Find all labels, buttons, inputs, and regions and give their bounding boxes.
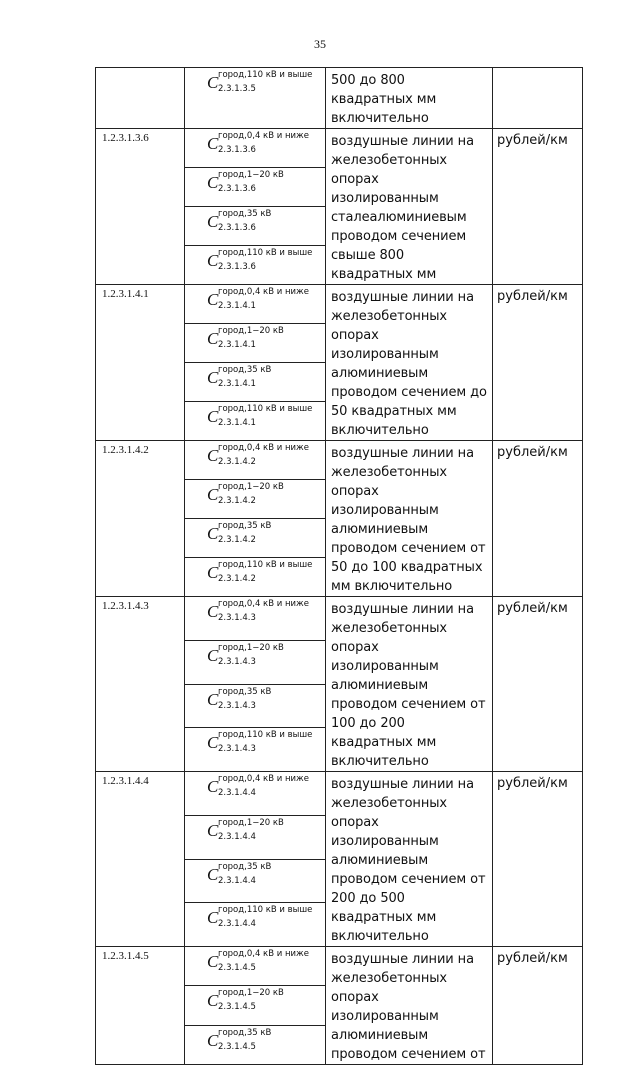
symbol-superscript: город,35 кВ <box>218 861 272 872</box>
symbol-superscript: город,110 кВ и выше <box>218 248 313 258</box>
table-row <box>96 772 583 816</box>
symbol-letter: C <box>207 602 219 621</box>
symbol-subscript: 2.3.1.3.5 <box>218 84 256 94</box>
description-cell: 500 до 800 квадратных мм включительно <box>326 68 493 129</box>
symbol-letter: C <box>207 524 219 543</box>
symbol-superscript: город,1−20 кВ <box>218 817 284 828</box>
rate-symbol <box>207 248 313 274</box>
symbol-letter: C <box>207 446 219 465</box>
table-row <box>96 597 583 641</box>
code-cell: 1.2.3.1.4.3 <box>96 597 185 772</box>
symbol-superscript: город,0,4 кВ и ниже <box>218 949 309 959</box>
symbol-superscript: город,0,4 кВ и ниже <box>218 774 309 784</box>
symbol-cell <box>185 246 326 285</box>
symbol-letter: C <box>207 908 219 928</box>
symbol-letter: C <box>207 368 219 387</box>
symbol-cell <box>185 1025 326 1064</box>
unit-cell <box>493 68 583 129</box>
rate-symbol <box>207 730 313 756</box>
symbol-subscript: 2.3.1.4.5 <box>218 963 256 973</box>
symbol-subscript: 2.3.1.4.4 <box>218 788 256 798</box>
rate-symbol <box>207 687 303 713</box>
symbol-cell <box>185 597 326 641</box>
symbol-superscript: город,110 кВ и выше <box>218 730 313 741</box>
symbol-cell <box>185 640 326 684</box>
symbol-cell <box>185 441 326 480</box>
rate-symbol <box>207 170 303 196</box>
symbol-cell <box>185 168 326 207</box>
symbol-letter: C <box>207 689 219 709</box>
symbol-cell <box>185 728 326 772</box>
symbol-subscript: 2.3.1.4.4 <box>218 831 256 842</box>
symbol-superscript: город,0,4 кВ и ниже <box>218 443 309 453</box>
symbol-cell <box>185 815 326 859</box>
code-cell <box>96 68 185 129</box>
code-cell: 1.2.3.1.4.5 <box>96 947 185 1065</box>
symbol-cell <box>185 363 326 402</box>
symbol-subscript: 2.3.1.4.5 <box>218 1002 256 1013</box>
symbol-superscript: город,110 кВ и выше <box>218 905 313 916</box>
symbol-subscript: 2.3.1.4.4 <box>218 919 256 930</box>
rate-symbol <box>207 326 303 352</box>
description-cell: воздушные линии на железобетонных опорах изолированным алюминиевым проводом сечением до 50 квадратных мм включительно <box>326 285 493 441</box>
description-cell: воздушные линии на железобетонных опорах изолированным алюминиевым проводом сечением от 200 до 500 квадратных мм включительно <box>326 772 493 947</box>
symbol-letter: C <box>207 864 219 884</box>
symbol-superscript: город,35 кВ <box>218 365 272 375</box>
description-cell: воздушные линии на железобетонных опорах изолированным алюминиевым проводом сечением от 50 до 100 квадратных мм включительно <box>326 441 493 597</box>
symbol-superscript: город,1−20 кВ <box>218 326 284 336</box>
symbol-superscript: город,110 кВ и выше <box>218 404 313 414</box>
symbol-superscript: город,1−20 кВ <box>218 482 284 492</box>
symbol-cell <box>185 903 326 947</box>
rate-symbol <box>207 560 313 586</box>
code-cell: 1.2.3.1.4.4 <box>96 772 185 947</box>
symbol-superscript: город,1−20 кВ <box>218 642 284 653</box>
rate-symbol <box>207 818 303 844</box>
symbol-superscript: город,1−20 кВ <box>218 170 284 180</box>
rate-symbol <box>207 482 303 508</box>
symbol-subscript: 2.3.1.3.6 <box>218 145 256 155</box>
symbol-subscript: 2.3.1.4.5 <box>218 1041 256 1052</box>
symbol-cell <box>185 324 326 363</box>
symbol-letter: C <box>207 290 219 309</box>
rate-symbol <box>207 209 303 235</box>
rate-symbol <box>207 905 313 931</box>
rate-symbol <box>207 774 309 800</box>
symbol-subscript: 2.3.1.3.6 <box>218 262 256 272</box>
symbol-letter: C <box>207 407 219 426</box>
symbol-subscript: 2.3.1.4.3 <box>218 613 256 623</box>
symbol-cell <box>185 480 326 519</box>
rate-symbol <box>207 862 303 888</box>
symbol-letter: C <box>207 73 219 92</box>
unit-cell: рублей/км <box>493 129 583 285</box>
page-number: 35 <box>314 37 326 51</box>
symbol-letter: C <box>207 329 219 348</box>
table-row-continuation <box>96 68 583 129</box>
rate-symbol <box>207 70 313 96</box>
table-body <box>96 68 583 1065</box>
symbol-letter: C <box>207 134 219 153</box>
rate-symbol <box>207 521 303 547</box>
symbol-subscript: 2.3.1.4.4 <box>218 875 256 886</box>
symbol-cell <box>185 519 326 558</box>
unit-cell: рублей/км <box>493 597 583 772</box>
unit-cell: рублей/км <box>493 285 583 441</box>
symbol-superscript: город,35 кВ <box>218 209 272 219</box>
rate-symbol <box>207 443 309 469</box>
rate-symbol <box>207 949 309 975</box>
symbol-letter: C <box>207 820 219 840</box>
symbol-subscript: 2.3.1.4.1 <box>218 301 256 311</box>
symbol-letter: C <box>207 485 219 504</box>
symbol-cell <box>185 207 326 246</box>
symbol-letter: C <box>207 952 219 971</box>
symbol-letter: C <box>207 1030 219 1050</box>
description-cell: воздушные линии на железобетонных опорах изолированным алюминиевым проводом сечением от <box>326 947 493 1065</box>
symbol-subscript: 2.3.1.4.1 <box>218 379 256 389</box>
unit-cell: рублей/км <box>493 441 583 597</box>
symbol-superscript: город,110 кВ и выше <box>218 560 313 570</box>
symbol-cell <box>185 129 326 168</box>
symbol-cell <box>185 402 326 441</box>
symbol-cell <box>185 772 326 816</box>
symbol-letter: C <box>207 563 219 582</box>
unit-cell: рублей/км <box>493 772 583 947</box>
unit-cell: рублей/км <box>493 947 583 1065</box>
table-row <box>96 441 583 480</box>
symbol-letter: C <box>207 777 219 796</box>
symbol-subscript: 2.3.1.4.3 <box>218 656 256 667</box>
table-row <box>96 129 583 168</box>
symbol-superscript: город,1−20 кВ <box>218 988 284 999</box>
symbol-cell <box>185 558 326 597</box>
description-cell: воздушные линии на железобетонных опорах изолированным алюминиевым проводом сечением от 100 до 200 квадратных мм включительно <box>326 597 493 772</box>
symbol-subscript: 2.3.1.4.1 <box>218 418 256 428</box>
symbol-superscript: город,35 кВ <box>218 521 272 531</box>
symbol-subscript: 2.3.1.4.1 <box>218 340 256 350</box>
rate-symbol <box>207 404 313 430</box>
symbol-subscript: 2.3.1.4.2 <box>218 535 256 545</box>
symbol-superscript: город,110 кВ и выше <box>218 70 313 80</box>
rate-symbol <box>207 131 309 157</box>
rate-symbol <box>207 643 303 669</box>
symbol-cell <box>185 684 326 728</box>
rate-symbol <box>207 599 309 625</box>
symbol-subscript: 2.3.1.4.3 <box>218 744 256 755</box>
table-row <box>96 947 583 986</box>
symbol-subscript: 2.3.1.4.2 <box>218 574 256 584</box>
rate-symbol <box>207 988 303 1014</box>
symbol-superscript: город,35 кВ <box>218 1027 272 1038</box>
symbol-cell <box>185 68 326 129</box>
rate-symbol <box>207 287 309 313</box>
symbol-subscript: 2.3.1.3.6 <box>218 223 256 233</box>
rate-symbol <box>207 365 303 391</box>
symbol-cell <box>185 947 326 986</box>
symbol-subscript: 2.3.1.3.6 <box>218 184 256 194</box>
symbol-superscript: город,0,4 кВ и ниже <box>218 287 309 297</box>
symbol-superscript: город,35 кВ <box>218 686 272 697</box>
code-cell: 1.2.3.1.4.1 <box>96 285 185 441</box>
table-row <box>96 285 583 324</box>
symbol-cell <box>185 285 326 324</box>
symbol-superscript: город,0,4 кВ и ниже <box>218 599 309 609</box>
symbol-cell <box>185 859 326 903</box>
symbol-cell <box>185 986 326 1025</box>
code-cell: 1.2.3.1.4.2 <box>96 441 185 597</box>
code-cell: 1.2.3.1.3.6 <box>96 129 185 285</box>
rates-table <box>95 67 583 1065</box>
symbol-subscript: 2.3.1.4.2 <box>218 496 256 506</box>
symbol-superscript: город,0,4 кВ и ниже <box>218 131 309 141</box>
symbol-letter: C <box>207 645 219 665</box>
symbol-subscript: 2.3.1.4.2 <box>218 457 256 467</box>
description-cell: воздушные линии на железобетонных опорах изолированным сталеалюминиевым проводом сечением свыше 800 квадратных мм <box>326 129 493 285</box>
symbol-letter: C <box>207 251 219 270</box>
symbol-letter: C <box>207 173 219 192</box>
symbol-letter: C <box>207 733 219 753</box>
symbol-subscript: 2.3.1.4.3 <box>218 700 256 711</box>
rate-symbol <box>207 1028 303 1054</box>
symbol-letter: C <box>207 212 219 231</box>
symbol-letter: C <box>207 991 219 1011</box>
